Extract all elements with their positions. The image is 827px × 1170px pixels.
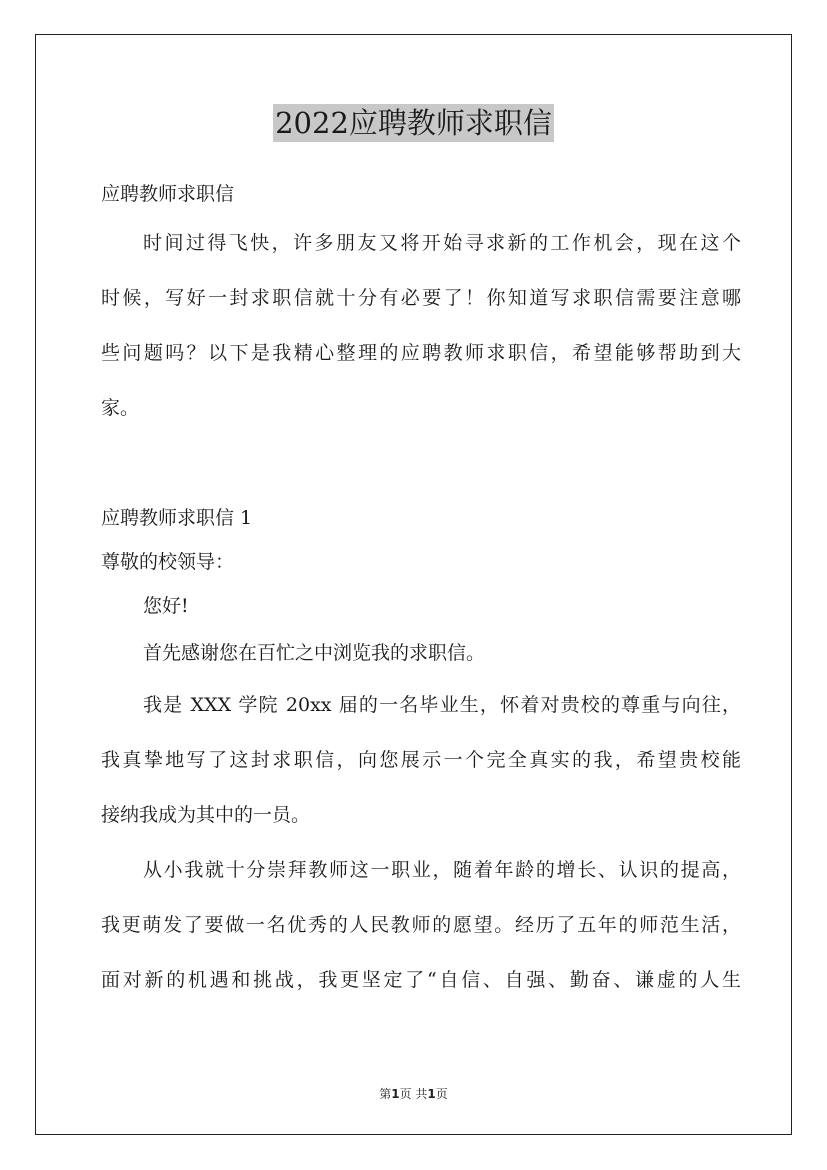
document-body	[101, 172, 741, 1008]
intro-line: 时候，写好一封求职信就十分有必要了！你知道写求职信需要注意哪	[101, 287, 741, 309]
paragraph-aspiration	[101, 843, 741, 1008]
thanks-line: 首先感谢您在百忙之中浏览我的求职信。	[143, 642, 486, 664]
spacer	[101, 436, 741, 496]
footer-page-number: 1	[391, 1087, 400, 1101]
document-title: 2022应聘教师求职信	[275, 106, 552, 140]
footer-prefix: 第	[379, 1087, 392, 1101]
paragraph-line: 我真挚地写了这封求职信，向您展示一个完全真实的我，希望贵校能	[101, 749, 741, 771]
section-heading: 应聘教师求职信 1	[101, 507, 253, 529]
paragraph-line: 我更萌发了要做一名优秀的人民教师的愿望。经历了五年的师范生活，	[101, 914, 741, 936]
intro-line: 些问题吗？以下是我精心整理的应聘教师求职信，希望能够帮助到大	[101, 342, 741, 364]
paragraph-line: 从小我就十分崇拜教师这一职业，随着年龄的增长、认识的提高，	[143, 859, 741, 881]
salutation: 尊敬的校领导：	[101, 551, 235, 573]
footer-total-suffix: 页	[435, 1087, 448, 1101]
paragraph-line: 我是 XXX 学院 20xx 届的一名毕业生，怀着对贵校的尊重与向往，	[143, 694, 741, 716]
footer-total-pages: 1	[427, 1087, 436, 1101]
paragraph-line: 接纳我成为其中的一员。	[101, 804, 311, 826]
intro-paragraph	[101, 216, 741, 436]
paragraph-intro-self	[101, 678, 741, 843]
subtitle: 应聘教师求职信	[101, 183, 235, 205]
intro-line: 家。	[101, 397, 140, 419]
intro-line: 时间过得飞快，许多朋友又将开始寻求新的工作机会，现在这个	[143, 232, 741, 254]
paragraph-line: 面对新的机遇和挑战，我更坚定了“自信、自强、勤奋、谦虚的人生	[101, 969, 741, 991]
page-footer	[0, 1085, 827, 1102]
greeting: 您好!	[143, 595, 189, 617]
title-container	[0, 104, 827, 142]
footer-page-suffix: 页 共	[399, 1087, 428, 1101]
